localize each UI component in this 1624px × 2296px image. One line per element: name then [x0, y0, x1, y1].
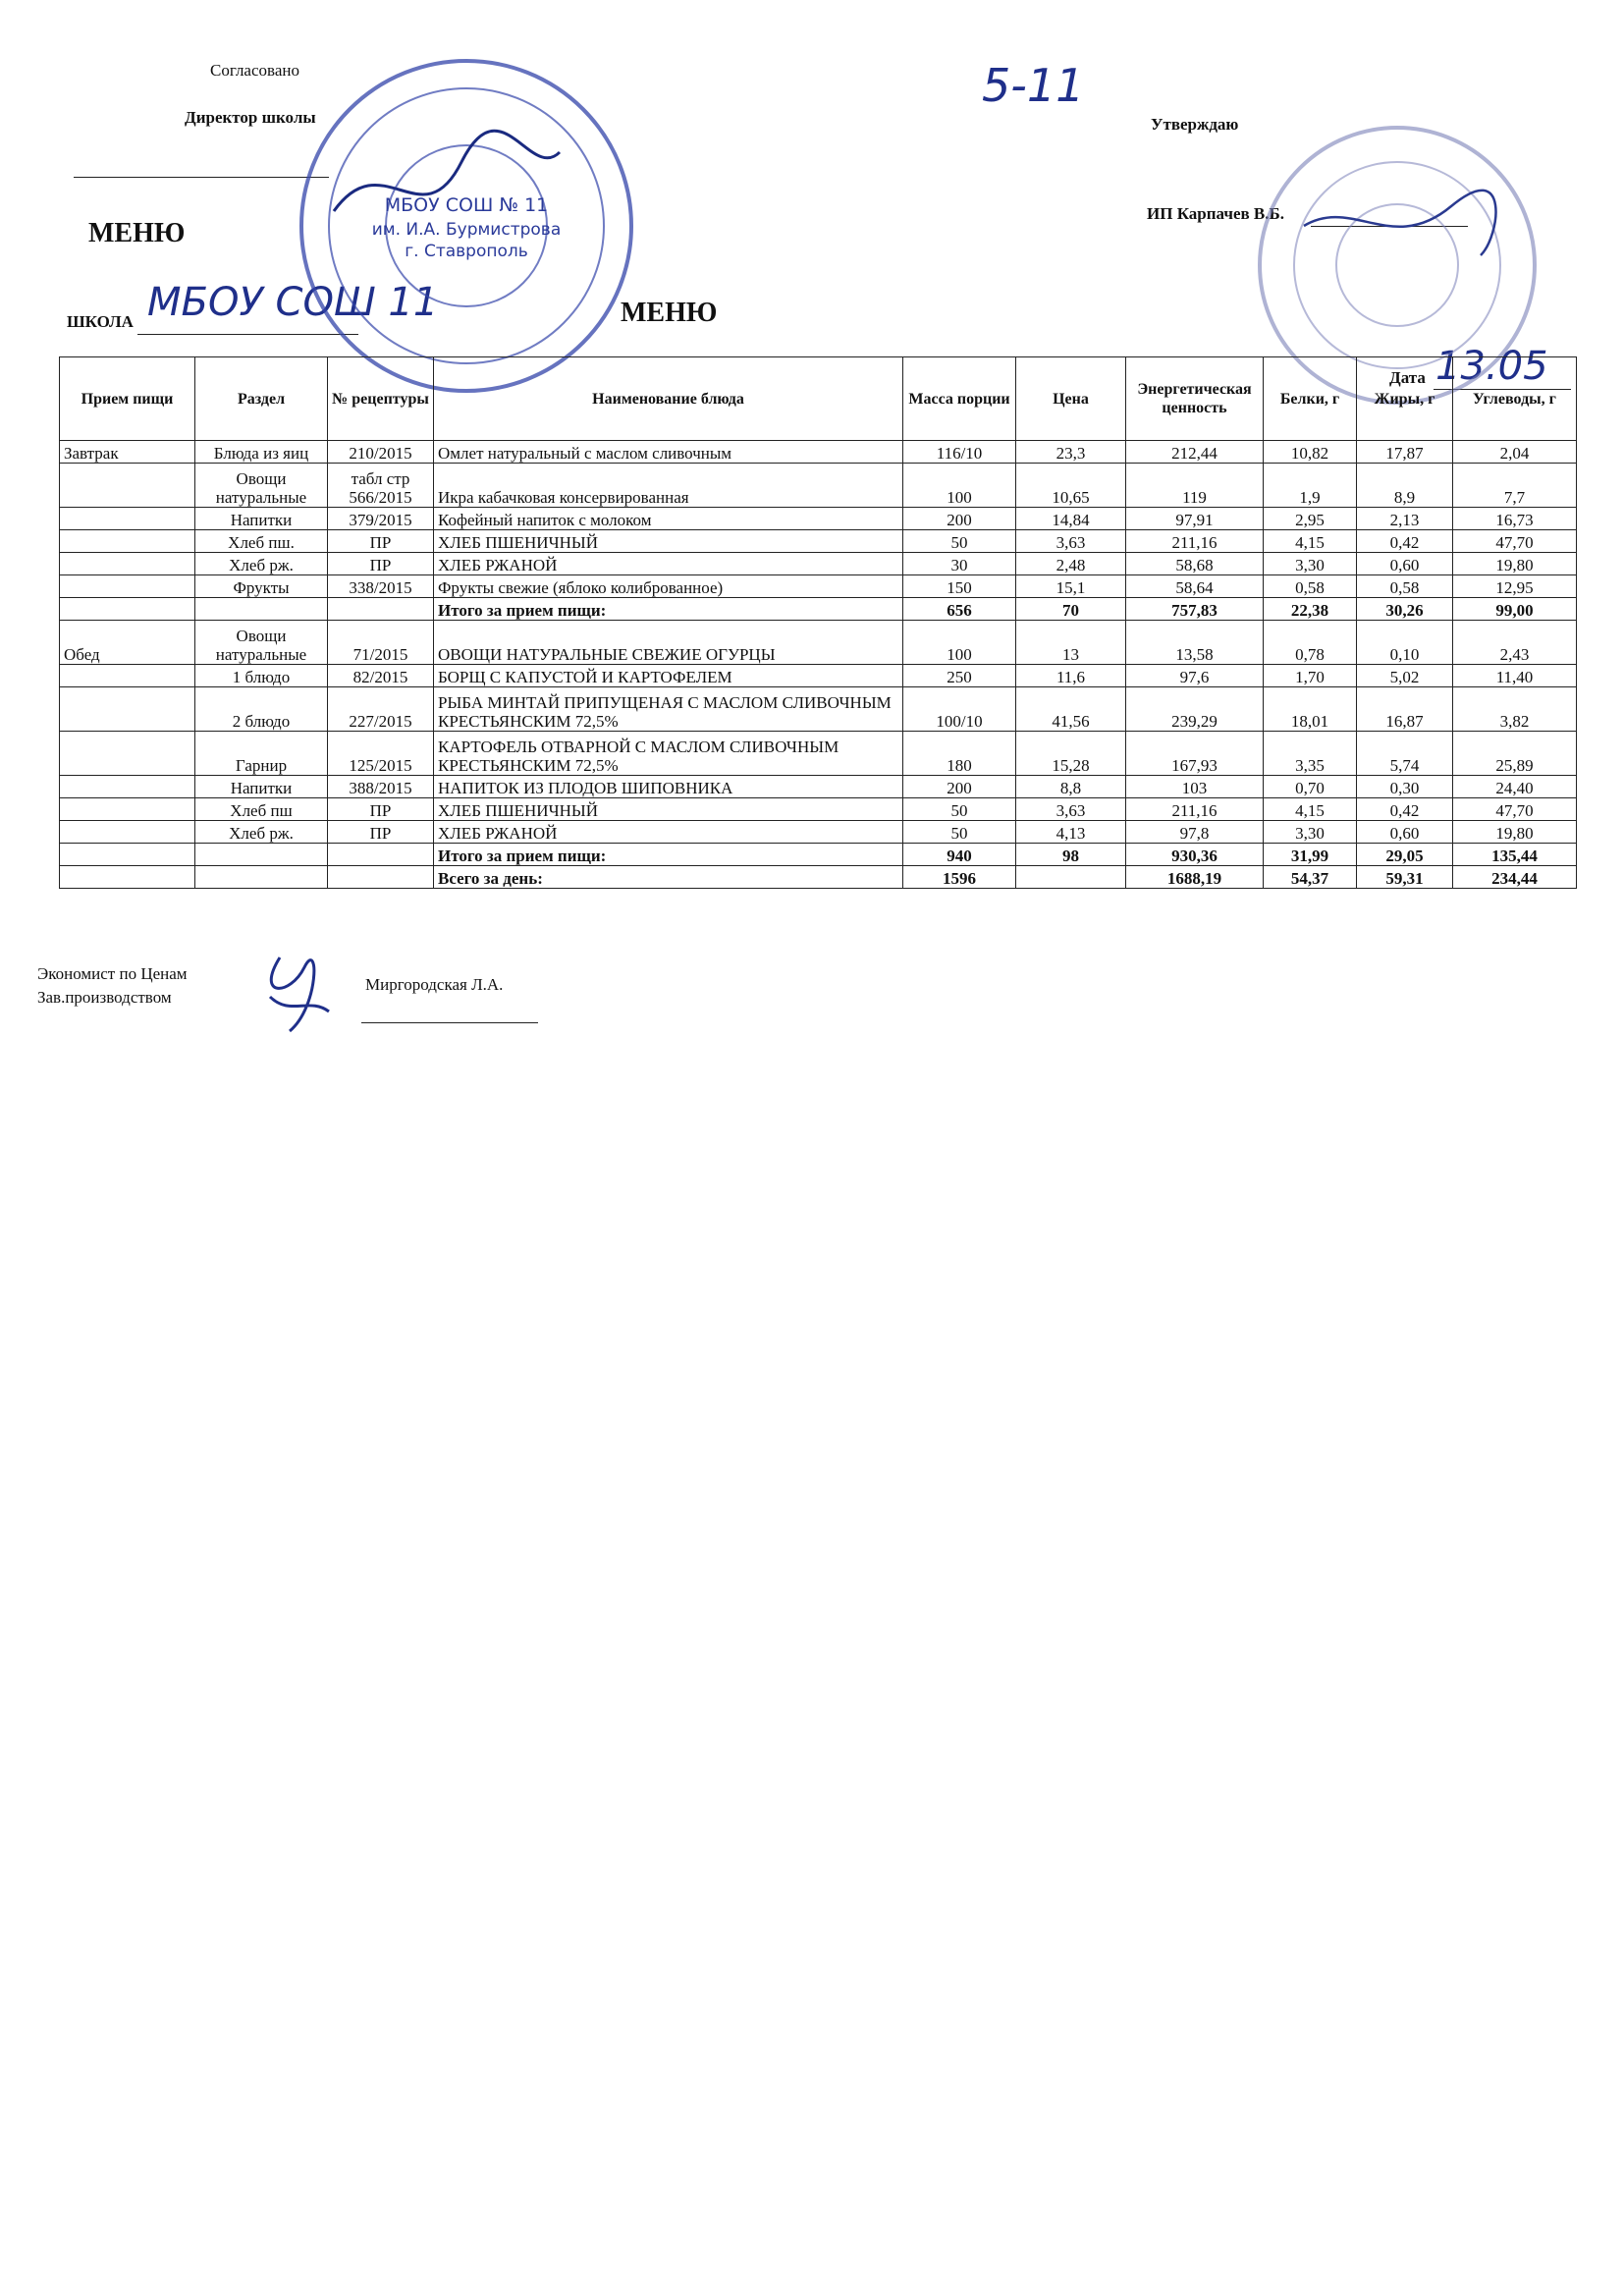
cell-protein: 0,70	[1264, 776, 1357, 798]
stamp-line1: МБОУ СОШ № 11	[384, 194, 549, 216]
date-handwritten: 13.05	[1435, 344, 1548, 389]
cell-dish: ХЛЕБ РЖАНОЙ	[434, 553, 903, 575]
cell-recipe: 338/2015	[328, 575, 434, 598]
cell-protein: 1,70	[1264, 665, 1357, 687]
school-stamp	[295, 54, 638, 398]
cell-price: 41,56	[1016, 687, 1126, 732]
table-row	[60, 621, 1577, 665]
cell-fat: 0,10	[1357, 621, 1453, 665]
cell-price: 4,13	[1016, 821, 1126, 844]
cell-carbs: 2,43	[1453, 621, 1577, 665]
table-row	[60, 798, 1577, 821]
cell-carbs: 25,89	[1453, 732, 1577, 776]
cell-meal	[60, 530, 195, 553]
cell-dish: Икра кабачковая консервированная	[434, 464, 903, 508]
cell-carbs: 19,80	[1453, 821, 1577, 844]
cell-recipe	[328, 866, 434, 889]
cell-mass: 180	[903, 732, 1016, 776]
cell-recipe: 82/2015	[328, 665, 434, 687]
col-header-mass: Масса порции	[903, 357, 1016, 441]
cell-price: 23,3	[1016, 441, 1126, 464]
cell-section: Хлеб рж.	[195, 553, 328, 575]
cell-mass: 50	[903, 530, 1016, 553]
cell-energy: 930,36	[1126, 844, 1264, 866]
cell-meal	[60, 732, 195, 776]
cell-section	[195, 866, 328, 889]
cell-carbs: 47,70	[1453, 530, 1577, 553]
cell-protein: 4,15	[1264, 530, 1357, 553]
col-header-carbs: Углеводы, г	[1453, 357, 1577, 441]
production-manager-name: Миргородская Л.А.	[365, 975, 504, 994]
cell-energy: 97,6	[1126, 665, 1264, 687]
cell-price: 3,63	[1016, 530, 1126, 553]
cell-carbs: 16,73	[1453, 508, 1577, 530]
cell-fat: 0,42	[1357, 530, 1453, 553]
cell-dish: Итого за прием пищи:	[434, 598, 903, 621]
cell-section: Овощи натуральные	[195, 621, 328, 665]
cell-section: Напитки	[195, 776, 328, 798]
cell-recipe: 210/2015	[328, 441, 434, 464]
cell-dish: РЫБА МИНТАЙ ПРИПУЩЕНАЯ С МАСЛОМ СЛИВОЧНЫМ КРЕСТЬЯНСКИМ 72,5%	[434, 687, 903, 732]
footer-signature-line	[361, 1022, 538, 1023]
cell-mass: 116/10	[903, 441, 1016, 464]
cell-meal	[60, 844, 195, 866]
cell-dish: Фрукты свежие (яблоко колиброванное)	[434, 575, 903, 598]
cell-energy: 1688,19	[1126, 866, 1264, 889]
cell-meal	[60, 553, 195, 575]
cell-energy: 212,44	[1126, 441, 1264, 464]
cell-mass: 200	[903, 508, 1016, 530]
cell-meal	[60, 798, 195, 821]
cell-section: Фрукты	[195, 575, 328, 598]
cell-fat: 59,31	[1357, 866, 1453, 889]
cell-protein: 3,30	[1264, 821, 1357, 844]
cell-section: Блюда из яиц	[195, 441, 328, 464]
cell-protein: 1,9	[1264, 464, 1357, 508]
cell-energy: 58,64	[1126, 575, 1264, 598]
cell-recipe: ПР	[328, 530, 434, 553]
cell-carbs: 99,00	[1453, 598, 1577, 621]
cell-recipe: ПР	[328, 553, 434, 575]
cell-recipe	[328, 844, 434, 866]
cell-carbs: 234,44	[1453, 866, 1577, 889]
col-header-meal: Прием пищи	[60, 357, 195, 441]
cell-dish: КАРТОФЕЛЬ ОТВАРНОЙ С МАСЛОМ СЛИВОЧНЫМ КРЕСТЬЯНСКИМ 72,5%	[434, 732, 903, 776]
cell-fat: 8,9	[1357, 464, 1453, 508]
cell-protein: 2,95	[1264, 508, 1357, 530]
cell-recipe: 379/2015	[328, 508, 434, 530]
cell-price: 11,6	[1016, 665, 1126, 687]
cell-energy: 211,16	[1126, 530, 1264, 553]
cell-section: Хлеб пш	[195, 798, 328, 821]
table-row	[60, 441, 1577, 464]
cell-recipe: ПР	[328, 798, 434, 821]
cell-meal	[60, 665, 195, 687]
cell-meal: Завтрак	[60, 441, 195, 464]
cell-mass: 940	[903, 844, 1016, 866]
cell-price: 14,84	[1016, 508, 1126, 530]
table-row	[60, 464, 1577, 508]
col-header-dish: Наименование блюда	[434, 357, 903, 441]
cell-price: 3,63	[1016, 798, 1126, 821]
cell-energy: 97,8	[1126, 821, 1264, 844]
cell-fat: 30,26	[1357, 598, 1453, 621]
cell-dish: ХЛЕБ ПШЕНИЧНЫЙ	[434, 798, 903, 821]
cell-mass: 50	[903, 798, 1016, 821]
cell-mass: 200	[903, 776, 1016, 798]
table-total-row	[60, 844, 1577, 866]
cell-recipe: 227/2015	[328, 687, 434, 732]
cell-fat: 17,87	[1357, 441, 1453, 464]
cell-section: Овощи натуральные	[195, 464, 328, 508]
cell-protein: 3,30	[1264, 553, 1357, 575]
cell-protein: 22,38	[1264, 598, 1357, 621]
menu-title-left: МЕНЮ	[88, 218, 186, 248]
cell-protein: 10,82	[1264, 441, 1357, 464]
cell-carbs: 47,70	[1453, 798, 1577, 821]
cell-meal	[60, 687, 195, 732]
cell-meal: Обед	[60, 621, 195, 665]
cell-energy: 58,68	[1126, 553, 1264, 575]
cell-meal	[60, 575, 195, 598]
cell-fat: 0,42	[1357, 798, 1453, 821]
approve-label: Утверждаю	[1151, 115, 1239, 134]
cell-fat: 0,30	[1357, 776, 1453, 798]
cell-carbs: 24,40	[1453, 776, 1577, 798]
cell-price: 70	[1016, 598, 1126, 621]
cell-price: 98	[1016, 844, 1126, 866]
cell-protein: 0,78	[1264, 621, 1357, 665]
cell-mass: 100/10	[903, 687, 1016, 732]
date-label: Дата	[1389, 368, 1426, 387]
cell-protein: 3,35	[1264, 732, 1357, 776]
cell-carbs: 12,95	[1453, 575, 1577, 598]
school-handwritten: МБОУ СОШ 11	[147, 280, 439, 325]
footer-signature	[250, 938, 358, 1051]
cell-energy: 211,16	[1126, 798, 1264, 821]
cell-recipe: табл стр 566/2015	[328, 464, 434, 508]
cell-mass: 30	[903, 553, 1016, 575]
cell-energy: 167,93	[1126, 732, 1264, 776]
cell-dish: БОРЩ С КАПУСТОЙ И КАРТОФЕЛЕМ	[434, 665, 903, 687]
cell-price: 15,28	[1016, 732, 1126, 776]
cell-section: 1 блюдо	[195, 665, 328, 687]
agreed-label: Согласовано	[210, 61, 299, 80]
cell-energy: 13,58	[1126, 621, 1264, 665]
table-row	[60, 776, 1577, 798]
cell-section: Хлеб пш.	[195, 530, 328, 553]
cell-fat: 5,02	[1357, 665, 1453, 687]
cell-section	[195, 598, 328, 621]
production-label: Зав.производством	[37, 988, 172, 1007]
cell-protein: 31,99	[1264, 844, 1357, 866]
economist-label: Экономист по Ценам	[37, 964, 188, 983]
cell-fat: 0,60	[1357, 821, 1453, 844]
cell-meal	[60, 598, 195, 621]
cell-energy: 757,83	[1126, 598, 1264, 621]
grade-handwritten: 5-11	[982, 59, 1085, 112]
cell-carbs: 3,82	[1453, 687, 1577, 732]
cell-recipe: 388/2015	[328, 776, 434, 798]
cell-section: Хлеб рж.	[195, 821, 328, 844]
table-header-row	[60, 357, 1577, 441]
cell-section: Напитки	[195, 508, 328, 530]
cell-carbs: 19,80	[1453, 553, 1577, 575]
cell-dish: ОВОЩИ НАТУРАЛЬНЫЕ СВЕЖИЕ ОГУРЦЫ	[434, 621, 903, 665]
approver-name: ИП Карпачев В.Б.	[1147, 204, 1285, 223]
stamp-line3: г. Ставрополь	[405, 242, 528, 261]
cell-carbs: 135,44	[1453, 844, 1577, 866]
cell-protein: 4,15	[1264, 798, 1357, 821]
cell-energy: 239,29	[1126, 687, 1264, 732]
table-total-row	[60, 598, 1577, 621]
col-header-energy: Энергетическая ценность	[1126, 357, 1264, 441]
cell-fat: 16,87	[1357, 687, 1453, 732]
cell-dish: Кофейный напиток с молоком	[434, 508, 903, 530]
menu-table	[59, 356, 1577, 889]
table-total-row	[60, 866, 1577, 889]
cell-meal	[60, 776, 195, 798]
school-label: ШКОЛА	[67, 312, 134, 331]
cell-price: 13	[1016, 621, 1126, 665]
table-row	[60, 665, 1577, 687]
cell-meal	[60, 821, 195, 844]
cell-meal	[60, 508, 195, 530]
cell-fat: 0,60	[1357, 553, 1453, 575]
cell-energy: 119	[1126, 464, 1264, 508]
cell-price: 8,8	[1016, 776, 1126, 798]
col-header-protein: Белки, г	[1264, 357, 1357, 441]
col-header-recipe: № рецептуры	[328, 357, 434, 441]
director-signature-line	[74, 177, 329, 178]
col-header-fat: Жиры, г	[1357, 357, 1453, 441]
cell-meal	[60, 866, 195, 889]
cell-recipe: 71/2015	[328, 621, 434, 665]
menu-title-center: МЕНЮ	[621, 298, 718, 328]
cell-dish: Итого за прием пищи:	[434, 844, 903, 866]
table-row	[60, 530, 1577, 553]
cell-mass: 656	[903, 598, 1016, 621]
table-row	[60, 553, 1577, 575]
cell-fat: 0,58	[1357, 575, 1453, 598]
cell-mass: 100	[903, 464, 1016, 508]
col-header-price: Цена	[1016, 357, 1126, 441]
cell-dish: ХЛЕБ ПШЕНИЧНЫЙ	[434, 530, 903, 553]
cell-protein: 18,01	[1264, 687, 1357, 732]
cell-recipe	[328, 598, 434, 621]
cell-dish: Омлет натуральный с маслом сливочным	[434, 441, 903, 464]
cell-mass: 150	[903, 575, 1016, 598]
director-label: Директор школы	[185, 108, 316, 127]
cell-fat: 2,13	[1357, 508, 1453, 530]
cell-carbs: 7,7	[1453, 464, 1577, 508]
cell-carbs: 11,40	[1453, 665, 1577, 687]
cell-price	[1016, 866, 1126, 889]
cell-recipe: 125/2015	[328, 732, 434, 776]
cell-protein: 54,37	[1264, 866, 1357, 889]
table-row	[60, 821, 1577, 844]
cell-mass: 100	[903, 621, 1016, 665]
table-row	[60, 508, 1577, 530]
cell-energy: 103	[1126, 776, 1264, 798]
cell-recipe: ПР	[328, 821, 434, 844]
cell-price: 10,65	[1016, 464, 1126, 508]
cell-mass: 250	[903, 665, 1016, 687]
table-row	[60, 575, 1577, 598]
cell-energy: 97,91	[1126, 508, 1264, 530]
cell-section	[195, 844, 328, 866]
table-row	[60, 687, 1577, 732]
cell-price: 2,48	[1016, 553, 1126, 575]
cell-fat: 5,74	[1357, 732, 1453, 776]
cell-section: Гарнир	[195, 732, 328, 776]
cell-meal	[60, 464, 195, 508]
col-header-section: Раздел	[195, 357, 328, 441]
cell-carbs: 2,04	[1453, 441, 1577, 464]
cell-mass: 50	[903, 821, 1016, 844]
table-row	[60, 732, 1577, 776]
cell-dish: Всего за день:	[434, 866, 903, 889]
cell-dish: ХЛЕБ РЖАНОЙ	[434, 821, 903, 844]
cell-price: 15,1	[1016, 575, 1126, 598]
stamp-line2: им. И.А. Бурмистрова	[371, 220, 562, 240]
cell-mass: 1596	[903, 866, 1016, 889]
cell-fat: 29,05	[1357, 844, 1453, 866]
cell-section: 2 блюдо	[195, 687, 328, 732]
cell-dish: НАПИТОК ИЗ ПЛОДОВ ШИПОВНИКА	[434, 776, 903, 798]
cell-protein: 0,58	[1264, 575, 1357, 598]
